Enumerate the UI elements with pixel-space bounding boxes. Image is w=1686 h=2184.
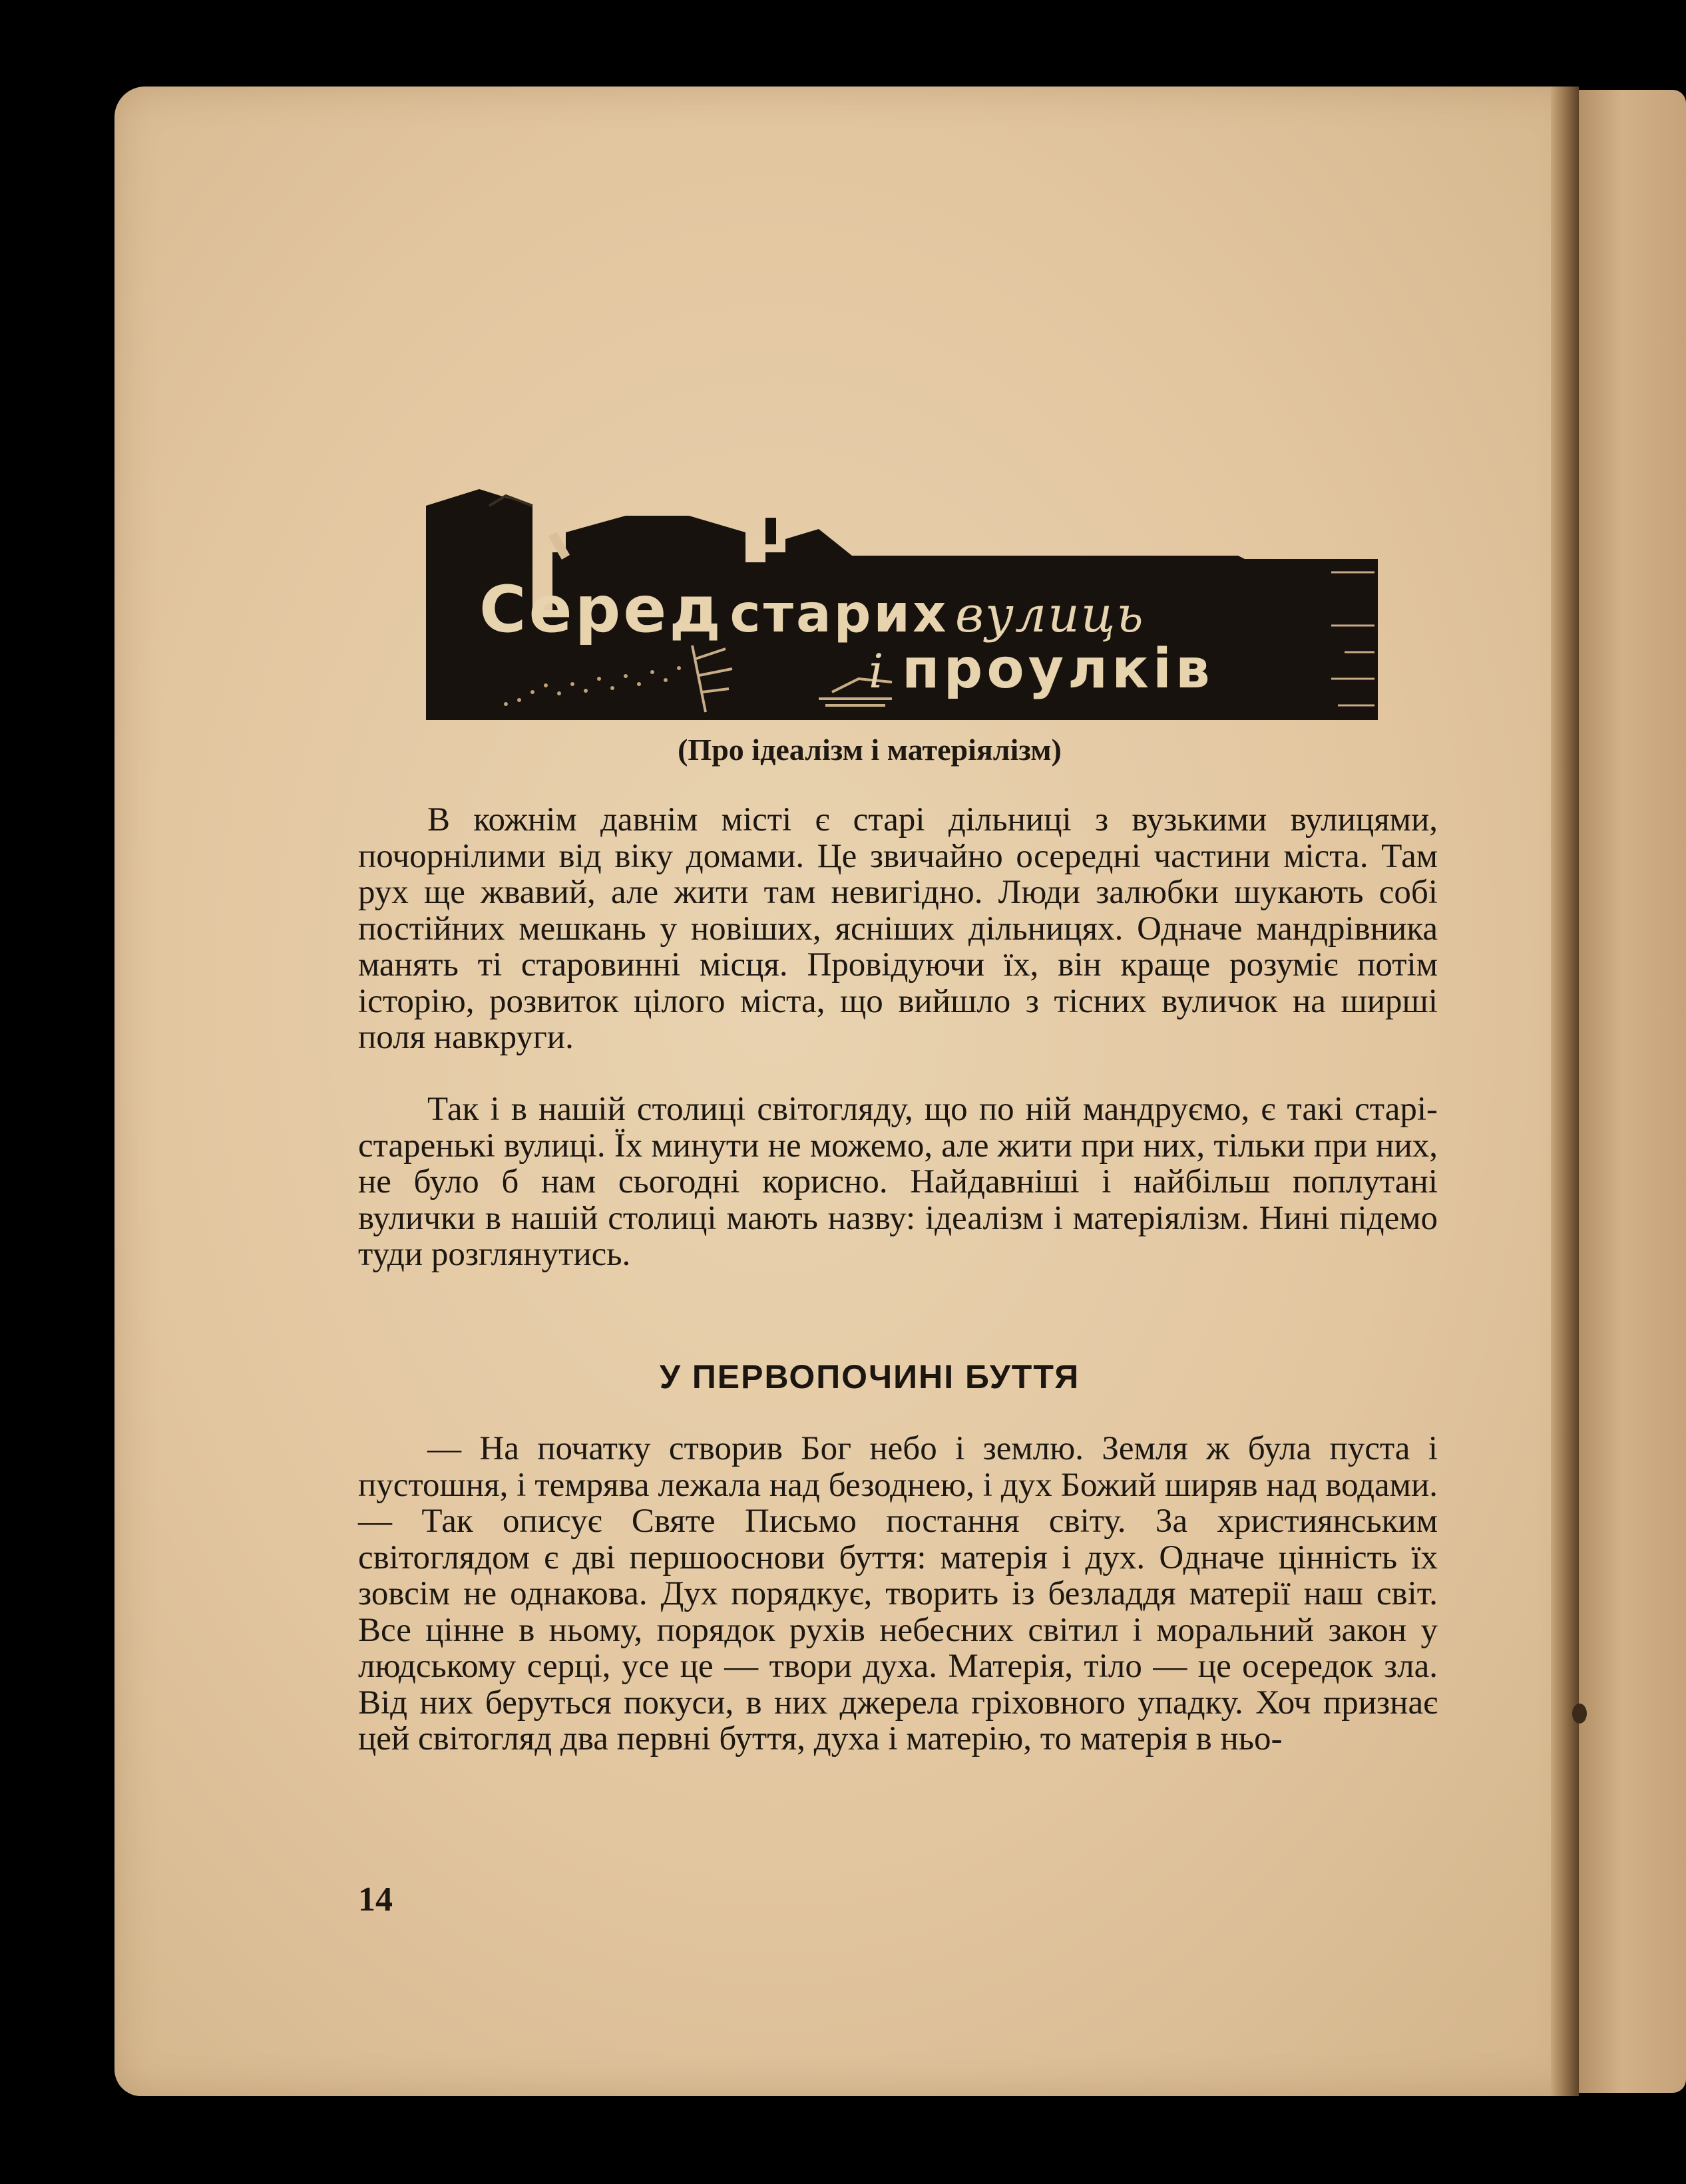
paragraph-text: Так і в нашій столиці світогляду, що по ній мандруємо, є такі старі-старенькі вулиці. Їх минути не можемо, але жити при них, тільки при них, не було б нам сьогодні корисно. Найдавніші і найбільш поплутані вулички в нашій столиці мають назву: ідеалізм і матеріялізм. Нині підемо туди розглянутись. (358, 1091, 1438, 1273)
page-number: 14 (358, 1881, 393, 1918)
banner-word-5: проулків (901, 637, 1214, 701)
banner-word-2: старих (730, 584, 949, 644)
banner-word-4: і (869, 644, 887, 699)
facing-page-edge (1579, 90, 1686, 2093)
ink-blot (1572, 1704, 1587, 1724)
page-gutter (1551, 87, 1579, 2096)
banner-word-1: Серед (479, 572, 724, 647)
body-paragraph-2 (358, 1091, 1438, 1273)
title-banner (426, 479, 1378, 722)
paragraph-text: В кожнім давнім місті є старі дільниці з вузькими вулицями, почорнілими від віку домами. Це звичайно осередні частини міста. Там рух ще жвавий, але жити там невигідно. Люди залюбки шукають собі постійних мешкань у новіших, ясніших дільницях. Одначе мандрівника манять ті старовинні місця. Провідуючи їх, він краще розуміє потім історію, розвиток цілого міста, що вийшло з тісних вуличок на ширші поля навкруги. (358, 801, 1438, 1056)
body-paragraph-1 (358, 802, 1438, 1056)
paragraph-text: — На початку створив Бог небо і землю. Земля ж була пуста і пустошня, і темрява лежала над безоднею, і дух Божий ширяв над водами. — Так описує Святе Письмо постання світу. За християнським світоглядом є дві першооснови буття: матерія і дух. Одначе цінність їх зовсім не однакова. Дух порядкує, творить із безладдя матерії наш світ. Все цінне в ньому, порядок рухів небесних світил і моральний закон у людському серці, усе це — твори духа. Матерія, тіло — це осередок зла. Від них беруться покуси, в них джерела гріховного упадку. Хоч признає цей світогляд два первні буття, духа і матерію, то матерія в ньо- (358, 1430, 1438, 1757)
chapter-subtitle: (Про ідеалізм і матеріялізм) (678, 733, 1062, 767)
section-heading: У ПЕРВОПОЧИНІ БУТТЯ (659, 1358, 1080, 1395)
banner-word-3: вулиць (954, 586, 1145, 643)
body-paragraph-3 (358, 1431, 1438, 1757)
